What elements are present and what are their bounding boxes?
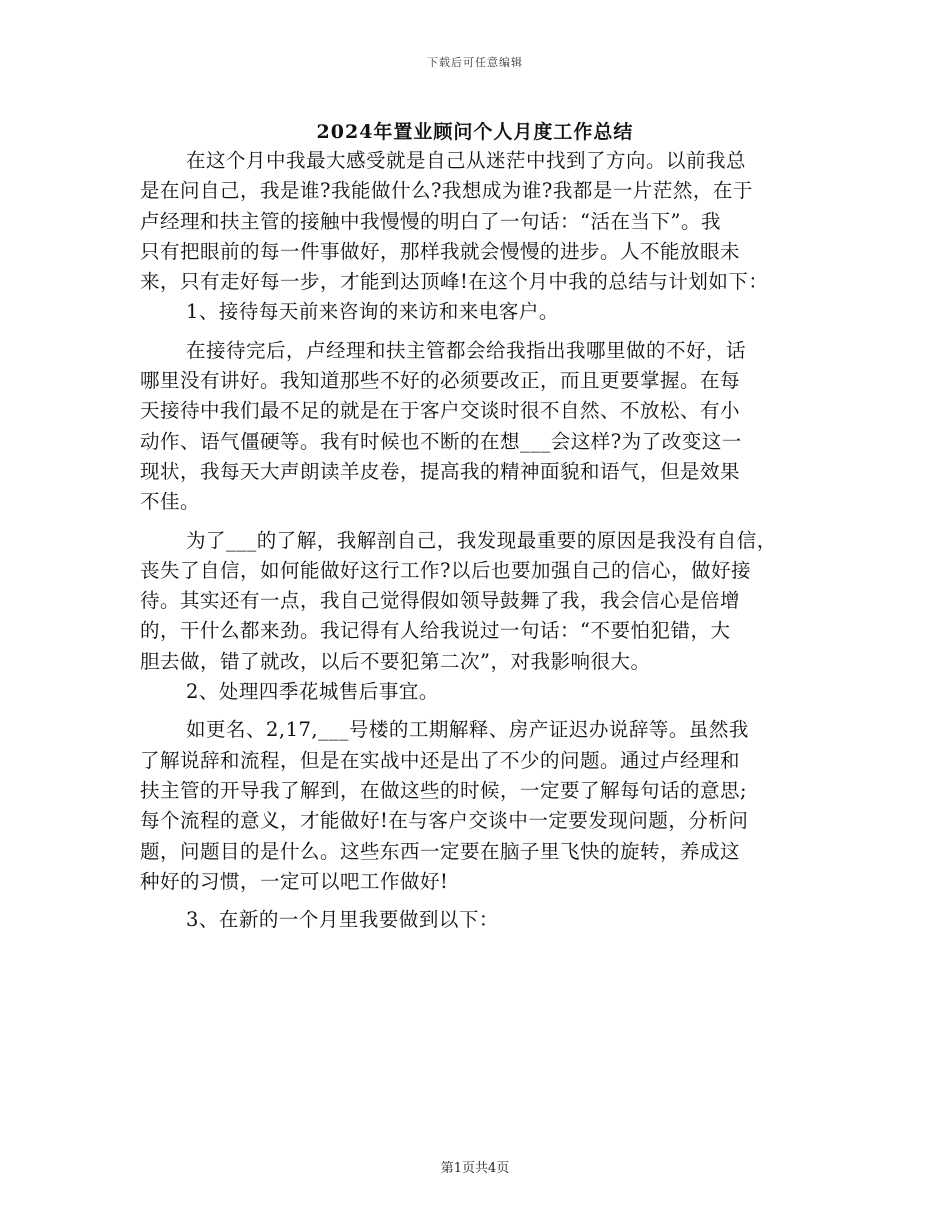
- paragraph-line: 胆去做，错了就改，以后不要犯第二次”，对我影响很大。: [140, 649, 651, 673]
- page-number: 第1页共4页: [440, 1161, 510, 1176]
- paragraph-line: 丧失了自信，如何能做好这行工作?以后也要加强自己的信心，做好接: [140, 558, 751, 582]
- paragraph-line: 在这个月中我最大感受就是自己从迷茫中找到了方向。以前我总: [186, 149, 747, 172]
- paragraph-line: 来，只有走好每一步，才能到达顶峰!在这个月中我的总结与计划如下：: [140, 270, 769, 294]
- document-body: [140, 146, 816, 935]
- paragraph-line: 哪里没有讲好。我知道那些不好的必须要改正，而且更要掌握。在每: [140, 369, 741, 393]
- paragraph-line: 题，问题目的是什么。这些东西一定要在脑子里飞快的旋转，养成这: [140, 839, 741, 863]
- paragraph-line: 卢经理和扶主管的接触中我慢慢的明白了一句话：“活在当下”。我: [140, 209, 721, 233]
- paragraph-line: 天接待中我们最不足的就是在于客户交谈时很不自然、不放松、有小: [140, 399, 741, 423]
- paragraph-line: 了解说辞和流程，但是在实战中还是出了不少的问题。通过卢经理和: [140, 748, 741, 772]
- section-heading: 2、处理四季花城售后事宜。: [186, 680, 439, 704]
- paragraph-line: 如更名、2,17,___号楼的工期解释、房产证迟办说辞等。虽然我: [186, 718, 749, 742]
- section-heading: 1、接待每天前来咨询的来访和来电客户。: [186, 300, 559, 324]
- document-title: 2024年置业顾问个人月度工作总结: [316, 121, 634, 143]
- paragraph-line: 每个流程的意义，才能做好!在与客户交谈中一定要发现问题，分析问: [140, 809, 749, 833]
- paragraph-line: 种好的习惯，一定可以吧工作做好!: [140, 869, 449, 893]
- header-note: 下载后可任意编辑: [427, 56, 523, 69]
- paragraph-line: 是在问自己，我是谁?我能做什么?我想成为谁?我都是一片茫然，在于: [140, 179, 753, 203]
- paragraph-line: 只有把眼前的每一件事做好，那样我就会慢慢的进步。人不能放眼未: [140, 239, 741, 263]
- section-heading: 3、在新的一个月里我要做到以下：: [186, 908, 499, 932]
- paragraph-line: 为了___的了解，我解剖自己，我发现最重要的原因是我没有自信，: [186, 528, 777, 552]
- paragraph-line: 的，干什么都来劲。我记得有人给我说过一句话：“不要怕犯错，大: [140, 619, 731, 643]
- paragraph-line: 现状，我每天大声朗读羊皮卷，提高我的精神面貌和语气，但是效果: [140, 459, 741, 483]
- paragraph-line: 在接待完后，卢经理和扶主管都会给我指出我哪里做的不好，话: [186, 338, 747, 362]
- paragraph-line: 待。其实还有一点，我自己觉得假如领导鼓舞了我，我会信心是倍增: [140, 589, 741, 613]
- paragraph-line: 动作、语气僵硬等。我有时候也不断的在想___会这样?为了改变这一: [140, 429, 742, 453]
- paragraph-line: 不佳。: [140, 490, 201, 514]
- paragraph-line: 扶主管的开导我了解到，在做这些的时候，一定要了解每句话的意思;: [140, 778, 748, 802]
